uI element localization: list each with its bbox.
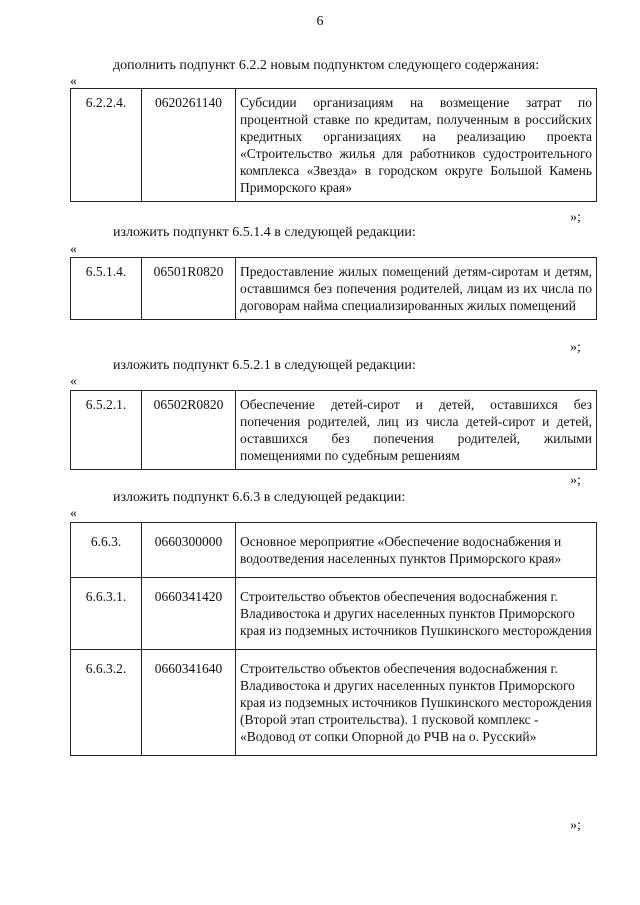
page-number: 6 (316, 14, 324, 29)
row-text: Обеспечение детей-сирот и детей, оставшихся без попечения родителей, лиц из числа детей-сирот и детей, оставшихся без попечения родителей, жилыми помещениями по судебным решениям (236, 391, 597, 470)
row-number: 06501R0820 (142, 258, 236, 320)
row-text: Субсидии организациям на возмещение затрат по процентной ставке по кредитам, полученным в российских кредитных организациях на реализацию проекта «Строительство жилья для работников судостроительного комплекса «Звезда» в городском округе Большой Камень Приморского края» (236, 89, 597, 202)
section-4-table (70, 522, 597, 756)
row-number: 0660341640 (142, 650, 236, 756)
section-2-quote-close: »; (570, 340, 581, 355)
section-2-table (70, 257, 597, 320)
table-row (71, 578, 597, 650)
section-2-quote-open: « (70, 242, 77, 257)
section-3-quote-open: « (70, 374, 77, 389)
row-number: 0660300000 (142, 523, 236, 578)
row-code: 6.6.3.1. (71, 578, 142, 650)
row-number: 0660341420 (142, 578, 236, 650)
row-code: 6.5.2.1. (71, 391, 142, 470)
section-4-quote-open: « (70, 506, 77, 521)
table-row (71, 258, 597, 320)
table-row (71, 89, 597, 202)
table-row (71, 391, 597, 470)
section-1-intro: дополнить подпункт 6.2.2 новым подпунктом следующего содержания: (113, 58, 540, 73)
row-text: Предоставление жилых помещений детям-сиротам и детям, оставшимся без попечения родителей, лицам из их числа по договорам найма специализированных жилых помещений (236, 258, 597, 320)
section-1-quote-close: »; (570, 210, 581, 225)
row-code: 6.2.2.4. (71, 89, 142, 202)
row-code: 6.6.3.2. (71, 650, 142, 756)
section-4-quote-close: »; (570, 818, 581, 833)
row-text: Основное мероприятие «Обеспечение водоснабжения и водоотведения населенных пунктов Приморского края» (236, 523, 597, 578)
section-2-intro: изложить подпункт 6.5.1.4 в следующей редакции: (113, 225, 416, 240)
section-4-intro: изложить подпункт 6.6.3 в следующей редакции: (113, 490, 406, 505)
section-3-intro: изложить подпункт 6.5.2.1 в следующей редакции: (113, 358, 416, 373)
row-text: Строительство объектов обеспечения водоснабжения г. Владивостока и других населенных пунктов Приморского края из подземных источников Пушкинского месторождения (236, 578, 597, 650)
section-1-table (70, 88, 597, 202)
table-row (71, 523, 597, 578)
section-3-table (70, 390, 597, 470)
row-number: 0620261140 (142, 89, 236, 202)
row-code: 6.6.3. (71, 523, 142, 578)
row-text: Строительство объектов обеспечения водоснабжения г. Владивостока и других населенных пунктов Приморского края из подземных источников Пушкинского месторождения (Второй этап строительства). 1 пусковой комплекс - «Водовод от сопки Опорной до РЧВ на о. Русский» (236, 650, 597, 756)
section-3-quote-close: »; (570, 473, 581, 488)
table-row (71, 650, 597, 756)
section-1-quote-open: « (70, 74, 77, 89)
row-number: 06502R0820 (142, 391, 236, 470)
row-code: 6.5.1.4. (71, 258, 142, 320)
